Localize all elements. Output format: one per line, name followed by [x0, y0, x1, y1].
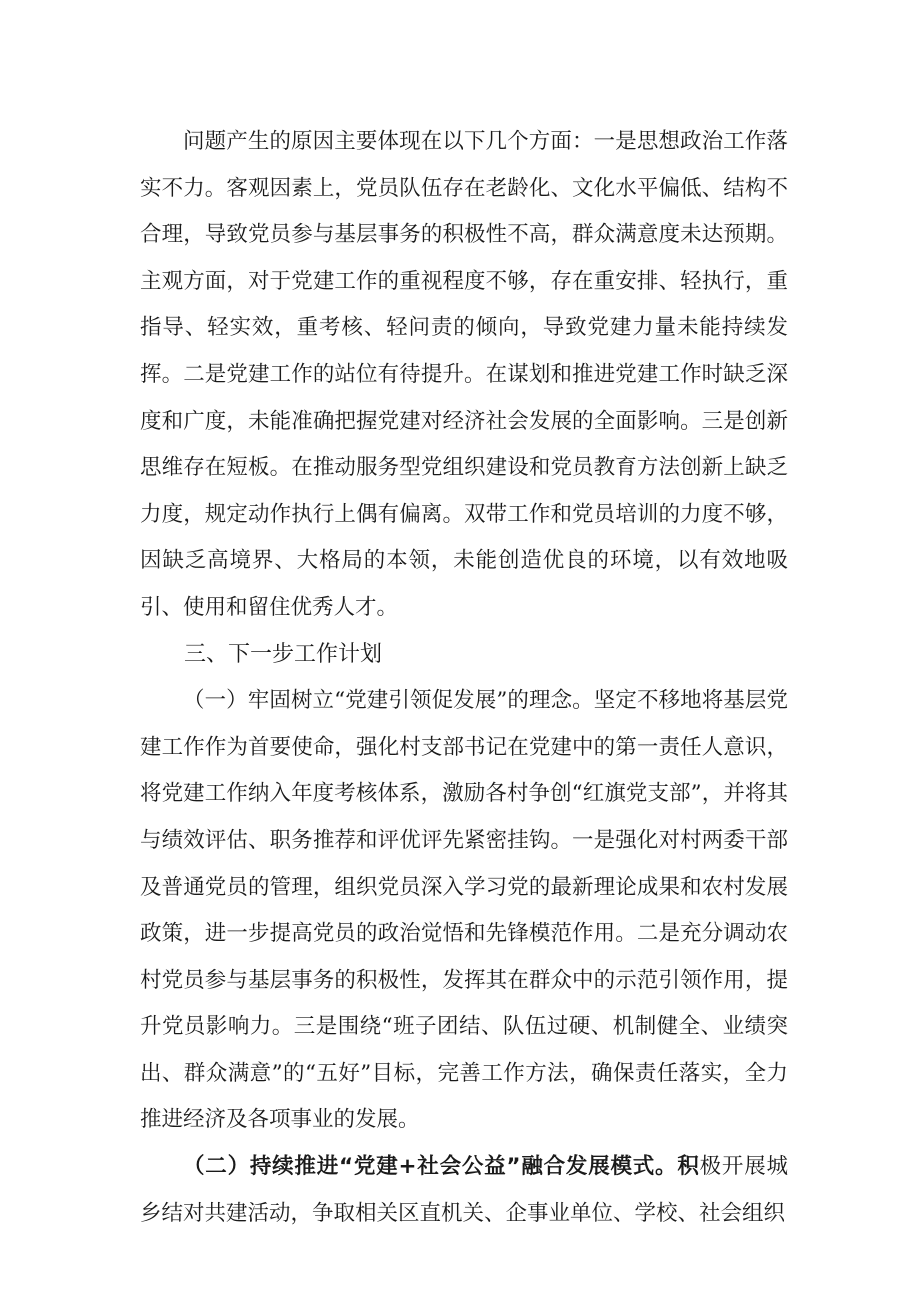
paragraph-causes: 问题产生的原因主要体现在以下几个方面：一是思想政治工作落实不力。客观因素上，党员队伍存在老龄化、文化水平偏低、结构不合理，导致党员参与基层事务的积极性不高，群众满意度未达预期。主观方面，对于党建工作的重视程度不够，存在重安排、轻执行，重指导、轻实效，重考核、轻问责的倾向，导致党建力量未能持续发挥。二是党建工作的站位有待提升。在谋划和推进党建工作时缺乏深度和广度，未能准确把握党建对经济社会发展的全面影响。三是创新思维存在短板。在推动服务型党组织建设和党员教育方法创新上缺乏力度，规定动作执行上偶有偏离。双带工作和党员培训的力度不够，因缺乏高境界、大格局的本领，未能创造优良的环境，以有效地吸引、使用和留住优秀人才。 — [140, 129, 788, 620]
document-body — [140, 119, 788, 1237]
paragraph-plan-two-body: 极开展城乡结对共建活动，争取相关区直机关、企事业单位、学校、社会组织 — [140, 1154, 788, 1226]
paragraph-plan-one: （一）牢固树立“党建引领促发展”的理念。坚定不移地将基层党建工作作为首要使命，强化村支部书记在党建中的第一责任人意识，将党建工作纳入年度考核体系，激励各村争创“红旗党支部”，并将其与绩效评估、职务推荐和评优评先紧密挂钩。一是强化对村两委干部及普通党员的管理，组织党员深入学习党的最新理论成果和农村发展政策，进一步提高党员的政治觉悟和先锋模范作用。二是充分调动农村党员参与基层事务的积极性，发挥其在群众中的示范引领作用，提升党员影响力。三是围绕“班子团结、队伍过硬、机制健全、业绩突出、群众满意”的“五好”目标，完善工作方法，确保责任落实，全力推进经济及各项事业的发展。 — [140, 688, 788, 1133]
paragraph-plan-two — [140, 1144, 788, 1237]
section-heading: 三、下一步工作计划 — [184, 641, 383, 667]
paragraph-plan-two-lead: （二）持续推进“党建+社会公益”融合发展模式。积 — [183, 1154, 700, 1180]
